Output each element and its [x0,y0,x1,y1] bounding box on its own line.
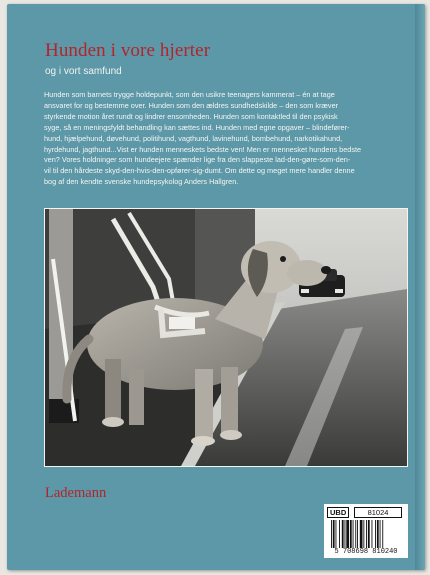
barcode-stripe [355,520,356,548]
barcode-stripe [353,520,354,548]
book-blurb [44,90,412,188]
barcode-stripe [331,520,332,548]
barcode-stripe [345,520,346,548]
barcode-stripe [350,520,352,548]
barcode-stripe [357,520,358,548]
barcode-stripe [336,520,337,548]
blurb-line: syge, så en meningsfyldt behandling kan sættes ind. Hunden med egne opgaver – blindefører- [44,122,350,132]
blurb-line: bog af den kendte svenske hundepsykolog Anders Hallgren. [44,177,239,187]
barcode-bars [330,520,404,550]
guide-dog-photo [44,208,408,467]
barcode-stripe [363,520,364,548]
book-back-cover [7,4,425,570]
barcode-stripe [380,520,381,548]
book-subtitle: og i vort samfund [45,66,122,77]
barcode-stripe [339,520,340,548]
barcode-stripe [342,520,344,548]
ubd-number: 81024 [354,507,402,518]
guide-dog-illustration [45,209,407,466]
barcode-stripe [372,520,373,548]
barcode-stripe [368,520,370,548]
barcode-stripe [360,520,363,548]
barcode-stripe [382,520,383,548]
ubd-row [327,507,405,517]
ean-number: 5 708698 810240 [334,548,398,556]
publisher-name: Lademann [45,485,107,501]
book-title: Hunden i vore hjerter [45,40,211,61]
barcode-stripe [366,520,367,548]
blurb-line: Hunden som barnets trygge holdepunkt, som den usikre teenagers kammerat – én at tage [44,90,335,99]
blurb-line: styrkende motion året rundt og lindrer ensomheden. Hunden som kontaktled til den psykisk [44,111,338,121]
cover-edge [415,4,425,570]
barcode-stripe [333,520,335,548]
blurb-line: ansvaret for og bestemme over. Hunden som den ældres sundhedskilde – den som kræver [44,100,339,110]
barcode-graphic [330,520,404,550]
blurb-line: hyrdehund, jagthund...Vist er hunden menneskets bedste ven! Men er mennesket hundens bedste [44,144,362,154]
barcode-stripe [346,520,349,548]
ubd-label: UBD [327,507,349,518]
barcode-stripe [375,520,376,548]
blurb-line: vil til den hårdeste skyd-den-hvis-den-opfører-sig-dumt. Om dette og meget mere handler denne [44,166,355,176]
blurb-line: ven? Vores holdninger som hundeejere spænder lige fra den slappeste lad-den-gøre-som-den- [44,155,351,165]
barcode-stripe [377,520,379,548]
barcode-label [324,504,408,558]
blurb-line: hund, hjælpehund, døvehund, politihund, vagthund, lavinehund, bombehund, narkotikahund, [44,133,343,143]
